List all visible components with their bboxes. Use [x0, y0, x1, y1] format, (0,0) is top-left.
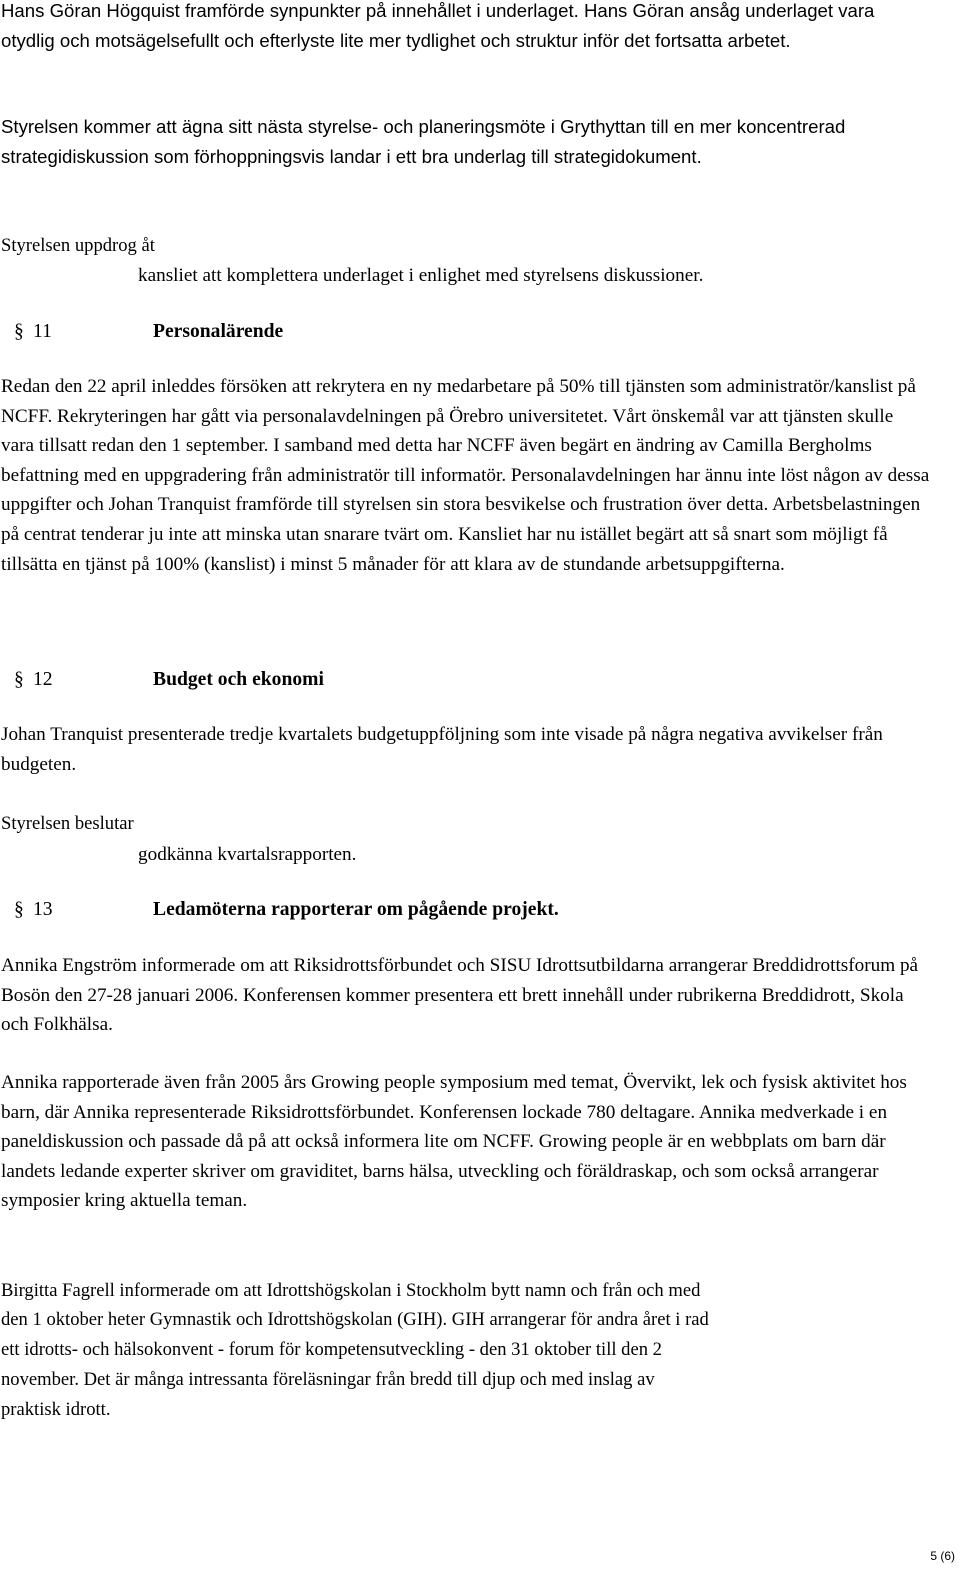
- section-number: 12: [33, 669, 53, 690]
- paragraph-board-planning: Styrelsen kommer att ägna sitt nästa styrelse- och planeringsmöte i Grythyttan till en mer koncentrerad strategidiskussion som förhoppningsvis landar i ett bra underlag till strategidokument.: [1, 116, 846, 168]
- decision-label: Styrelsen uppdrog åt: [1, 235, 155, 256]
- paragraph-gih-line: Birgitta Fagrell informerade om att Idrottshögskolan i Stockholm bytt namn och från och med: [1, 1280, 701, 1301]
- paragraph-gih-line: den 1 oktober heter Gymnastik och Idrottshögskolan (GIH). GIH arrangerar för andra året i rad: [1, 1309, 709, 1330]
- paragraph-budget: Johan Tranquist presenterade tredje kvartalets budgetuppföljning som inte visade på några negativa avvikelser från budgeten.: [1, 724, 883, 775]
- paragraph-breddidrott: Annika Engström informerade om att Riksidrottsförbundet och SISU Idrottsutbildarna arrangerar Breddidrottsforum på Bosön den 27-28 januari 2006. Konferensen kommer presentera ett brett innehåll under rubrikerna Breddidrott, Skola och Folkhälsa.: [1, 955, 919, 1036]
- decision-text: kansliet att komplettera underlaget i enlighet med styrelsens diskussioner.: [138, 265, 704, 286]
- section-symbol: §: [14, 321, 24, 342]
- paragraph-growing-people: Annika rapporterade även från 2005 års Growing people symposium med temat, Övervikt, lek och fysisk aktivitet hos barn, där Annika representerade Riksidrottsförbundet. Konferensen lockade 780 deltagare. Annika medverkade i en paneldiskussion och passade då på att också informera lite om NCFF. Growing people är en webbplats om barn där landets ledande experter skriver om graviditet, barns hälsa, utveckling och föräldraskap, och som också arrangerar symposier kring aktuella teman.: [1, 1072, 907, 1212]
- paragraph-personnel: Redan den 22 april inleddes försöken att rekrytera en ny medarbetare på 50% till tjänsten som administratör/kanslist på NCFF. Rekryteringen har gått via personalavdelningen på Örebro universitetet. Vårt önskemål var att tjänsten skulle vara tillsatt redan den 1 september. I samband med detta har NCFF även begärt en ändring av Camilla Bergholms befattning med en uppgradering från administratör till informatör. Personalavdelningen har ännu inte löst någon av dessa uppgifter och Johan Tranquist framförde till styrelsen sin stora besvikelse och frustration över detta. Arbetsbelastningen på centrat tenderar ju inte att minska utan snarare tvärt om. Kansliet har nu istället begärt att så snart som möjligt få tillsätta en tjänst på 100% (kanslist) i minst 5 månader för att klara av de stundande arbetsuppgifterna.: [1, 376, 930, 575]
- section-title: Budget och ekonomi: [153, 669, 324, 690]
- paragraph-gih-line: ett idrotts- och hälsokonvent - forum för kompetensutveckling - den 31 oktober till den 2: [1, 1339, 662, 1360]
- paragraph-strategy-feedback: Hans Göran Högquist framförde synpunkter på innehållet i underlaget. Hans Göran ansåg underlaget vara otydlig och motsägelsefullt och efterlyste lite mer tydlighet och struktur inför det fortsatta arbetet.: [1, 0, 875, 52]
- section-number: 13: [33, 899, 53, 920]
- section-number: 11: [33, 321, 52, 342]
- section-symbol: §: [14, 899, 24, 920]
- paragraph-gih-line: praktisk idrott.: [1, 1399, 111, 1420]
- decision-label: Styrelsen beslutar: [1, 813, 134, 834]
- section-symbol: §: [14, 669, 24, 690]
- decision-text: godkänna kvartalsrapporten.: [138, 844, 357, 865]
- section-title: Personalärende: [153, 321, 284, 342]
- section-title: Ledamöterna rapporterar om pågående projekt.: [153, 899, 559, 920]
- paragraph-gih-line: november. Det är många intressanta föreläsningar från bredd till djup och med inslag av: [1, 1369, 655, 1390]
- page-number: 5 (6): [930, 1549, 955, 1563]
